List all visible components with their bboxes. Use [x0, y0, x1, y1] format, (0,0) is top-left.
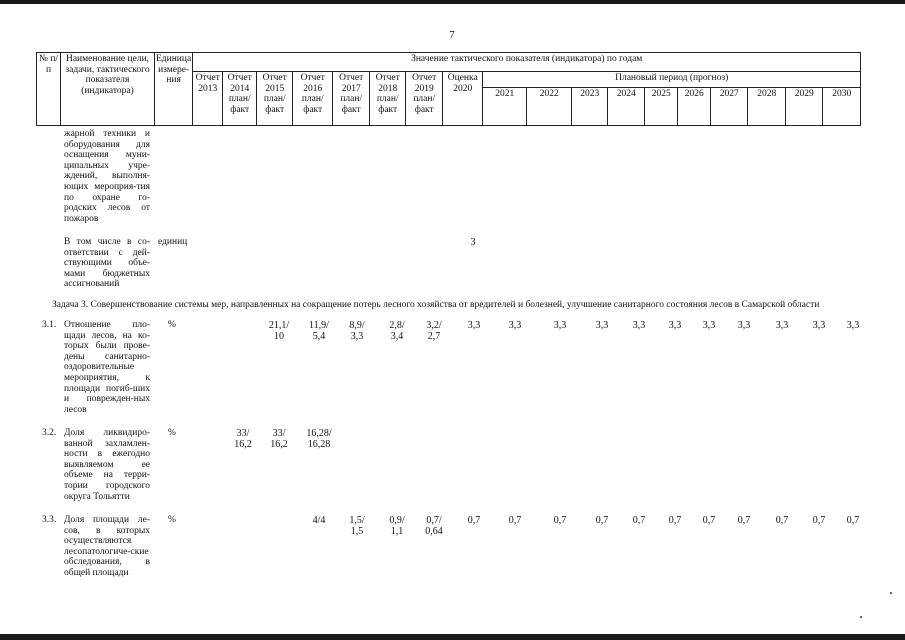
header-unit: Единица измере-ния — [155, 53, 193, 126]
row-plan-2021: 3,3 — [508, 320, 522, 331]
header-name: Наименование цели, задачи, тактического показателя (индикатора) — [61, 53, 155, 126]
scan-speck — [890, 592, 892, 594]
row-value-2016: 16,28/ 16,28 — [306, 428, 332, 450]
row-plan-2028: 0,7 — [775, 515, 789, 526]
row-name: Доля площади ле-сов, в которых осуществляются лесопатологиче-ские обследования, в общей площади — [64, 515, 150, 578]
row-value-2018: 0,9/ 1,1 — [389, 515, 405, 537]
header-year-2013: Отчет 2013 — [193, 72, 223, 126]
sub-row-text: В том числе в со-ответствии с дей-ствующими объе-мами бюджетных ассигнований — [64, 237, 150, 290]
row-plan-2030: 3,3 — [846, 320, 860, 331]
scan-speck — [860, 616, 862, 618]
row-plan-2025: 3,3 — [668, 320, 682, 331]
header-plan-year: 2030 — [823, 88, 861, 126]
row-name: Доля ликвидиро-ванной захламлен-ности в ежегодно выявляемом ее объеме на терри-тории городского округа Тольятти — [64, 428, 150, 502]
header-plan-year: 2027 — [711, 88, 748, 126]
row-plan-2026: 3,3 — [702, 320, 716, 331]
row-value-2016: 4/4 — [312, 515, 326, 526]
row-plan-2027: 3,3 — [737, 320, 751, 331]
scan-top-border — [0, 0, 905, 4]
header-plan-year: 2026 — [678, 88, 711, 126]
header-year-2020: Оценка 2020 — [443, 72, 483, 126]
header-plan-title: Плановый период (прогноз) — [483, 72, 861, 88]
row-value-2016: 11,9/ 5,4 — [309, 320, 329, 342]
row-plan-2021: 0,7 — [508, 515, 522, 526]
header-num: № п/п — [37, 53, 61, 126]
header-year-2015: Отчет 2015 план/ факт — [257, 72, 293, 126]
table-header — [36, 52, 861, 126]
continuation-text: жарной техники и оборудования для оснащения муни-ципальных учре-ждений, выполня-ющих мероприя-тия по охране го-родских лесов от пожаров — [64, 129, 150, 224]
header-values-title: Значение тактического показателя (индикатора) по годам — [193, 53, 861, 72]
header-year-2016: Отчет 2016 план/ факт — [293, 72, 333, 126]
row-value-2018: 2,8/ 3,4 — [389, 320, 405, 342]
page-number: 7 — [449, 29, 455, 41]
row-num: 3.3. — [42, 515, 57, 525]
row-plan-2022: 0,7 — [553, 515, 567, 526]
row-num: 3.2. — [42, 428, 57, 438]
row-value-2017: 8,9/ 3,3 — [349, 320, 365, 342]
row-plan-2030: 0,7 — [846, 515, 860, 526]
row-value-2017: 1,5/ 1,5 — [349, 515, 365, 537]
row-value-2015: 33/ 16,2 — [270, 428, 288, 450]
scan-bottom-border — [0, 634, 905, 640]
row-plan-2026: 0,7 — [702, 515, 716, 526]
row-unit: % — [168, 428, 176, 438]
row-plan-2027: 0,7 — [737, 515, 751, 526]
header-year-2019: Отчет 2019 план/ факт — [406, 72, 443, 126]
header-year-2014: Отчет 2014 план/ факт — [223, 72, 257, 126]
row-plan-2023: 0,7 — [595, 515, 609, 526]
row-value-2019: 3,2/ 2,7 — [426, 320, 442, 342]
row-plan-2029: 3,3 — [812, 320, 826, 331]
header-year-2017: Отчет 2017 план/ факт — [333, 72, 370, 126]
header-plan-year: 2028 — [748, 88, 786, 126]
header-plan-year: 2024 — [608, 88, 645, 126]
row-num: 3.1. — [42, 320, 57, 330]
row-name: Отношение пло-щади лесов, на ко-торых были прове-дены санитарно-оздоровительные мероприятия, к площади погиб-ших и поврежден-ных лесов — [64, 320, 150, 415]
sub-row-unit: единиц — [158, 237, 188, 247]
row-plan-2024: 0,7 — [632, 515, 646, 526]
row-plan-2023: 3,3 — [595, 320, 609, 331]
row-value-2015: 21,1/ 10 — [268, 320, 290, 342]
row-unit: % — [168, 515, 176, 525]
row-value-2020: 0,7 — [467, 515, 481, 526]
task-title: Задача 3. Совершенствование системы мер, направленных на сокращение потерь лесного хозяйства от вредителей и болезней, улучшение санитарного состояния лесов в Самарской области — [52, 300, 820, 310]
row-unit: % — [168, 320, 176, 330]
header-plan-year: 2023 — [572, 88, 608, 126]
header-plan-year: 2029 — [786, 88, 823, 126]
header-plan-year: 2022 — [527, 88, 572, 126]
row-value-2019: 0,7/ 0,64 — [425, 515, 443, 537]
row-plan-2025: 0,7 — [668, 515, 682, 526]
row-plan-2022: 3,3 — [553, 320, 567, 331]
row-value-2020: 3,3 — [467, 320, 481, 331]
row-plan-2024: 3,3 — [632, 320, 646, 331]
row-plan-2028: 3,3 — [775, 320, 789, 331]
header-plan-year: 2025 — [645, 88, 678, 126]
row-plan-2029: 0,7 — [812, 515, 826, 526]
sub-row-estimate-2020: 3 — [470, 237, 476, 248]
header-plan-year: 2021 — [483, 88, 527, 126]
row-value-2014: 33/ 16,2 — [234, 428, 252, 450]
header-year-2018: Отчет 2018 план/ факт — [370, 72, 406, 126]
